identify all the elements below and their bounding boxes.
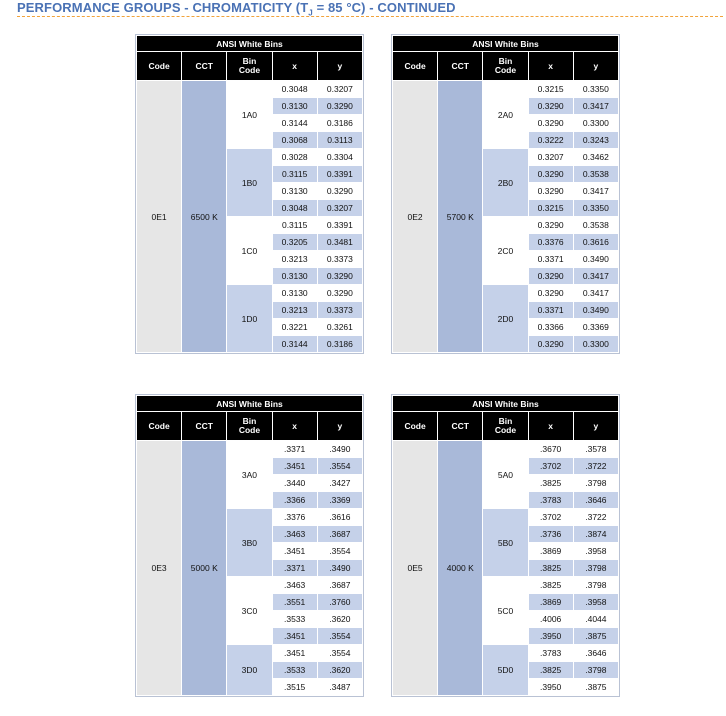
x-value-cell: .3451 (272, 458, 317, 475)
column-header-row (393, 412, 619, 441)
x-value-cell: .3869 (528, 594, 573, 611)
y-value-cell: .3875 (573, 679, 618, 696)
bin-code-cell: 5B0 (483, 509, 528, 577)
y-value-cell: .3620 (317, 611, 362, 628)
x-value-cell: 0.3376 (528, 234, 573, 251)
header-bin-line1: Bin (498, 416, 513, 426)
bin-code-cell: 2D0 (483, 285, 528, 353)
table-caption-row (137, 396, 363, 412)
x-value-cell: 0.3068 (272, 132, 317, 149)
code-cell: 0E5 (393, 441, 438, 696)
x-value-cell: 0.3221 (272, 319, 317, 336)
y-value-cell: .3798 (573, 577, 618, 594)
y-value-cell: 0.3300 (573, 336, 618, 353)
header-cct: CCT (182, 52, 227, 81)
x-value-cell: 0.3205 (272, 234, 317, 251)
x-value-cell: 0.3130 (272, 183, 317, 200)
table-row (137, 81, 363, 98)
x-value-cell: 0.3144 (272, 336, 317, 353)
header-cct: CCT (438, 412, 483, 441)
x-value-cell: .3366 (272, 492, 317, 509)
header-code: Code (137, 412, 182, 441)
header-y: y (317, 412, 362, 441)
code-cell: 0E3 (137, 441, 182, 696)
y-value-cell: .3646 (573, 492, 618, 509)
header-y: y (573, 412, 618, 441)
y-value-cell: .3578 (573, 441, 618, 458)
y-value-cell: 0.3290 (317, 183, 362, 200)
x-value-cell: .3533 (272, 611, 317, 628)
y-value-cell: 0.3490 (573, 251, 618, 268)
bin-code-cell: 5C0 (483, 577, 528, 645)
table-row (393, 81, 619, 98)
x-value-cell: .3440 (272, 475, 317, 492)
x-value-cell: 0.3222 (528, 132, 573, 149)
y-value-cell: 0.3417 (573, 183, 618, 200)
y-value-cell: .3490 (317, 441, 362, 458)
y-value-cell: .3722 (573, 458, 618, 475)
y-value-cell: .3875 (573, 628, 618, 645)
x-value-cell: .3451 (272, 645, 317, 662)
x-value-cell: .3702 (528, 509, 573, 526)
y-value-cell: .3646 (573, 645, 618, 662)
bin-code-cell: 3B0 (227, 509, 272, 577)
bin-code-cell: 1B0 (227, 149, 272, 217)
table-panel-0e3 (135, 394, 364, 697)
bin-code-cell: 2A0 (483, 81, 528, 149)
y-value-cell: 0.3290 (317, 268, 362, 285)
x-value-cell: 0.3290 (528, 183, 573, 200)
y-value-cell: 0.3207 (317, 81, 362, 98)
header-x: x (528, 52, 573, 81)
x-value-cell: .3371 (272, 441, 317, 458)
x-value-cell: 0.3290 (528, 115, 573, 132)
bin-code-cell: 1D0 (227, 285, 272, 353)
x-value-cell: 0.3290 (528, 98, 573, 115)
y-value-cell: 0.3290 (317, 285, 362, 302)
header-x: x (528, 412, 573, 441)
header-cct: CCT (182, 412, 227, 441)
ansi-white-bins-table (136, 395, 363, 696)
x-value-cell: 0.3290 (528, 285, 573, 302)
x-value-cell: .3451 (272, 543, 317, 560)
y-value-cell: 0.3186 (317, 336, 362, 353)
y-value-cell: .3490 (317, 560, 362, 577)
x-value-cell: .3825 (528, 577, 573, 594)
header-cct: CCT (438, 52, 483, 81)
cct-cell: 5000 K (182, 441, 227, 696)
x-value-cell: .3670 (528, 441, 573, 458)
y-value-cell: .3554 (317, 543, 362, 560)
x-value-cell: .3551 (272, 594, 317, 611)
y-value-cell: .3554 (317, 645, 362, 662)
header-bin-line2: Code (238, 425, 261, 435)
ansi-white-bins-table (136, 35, 363, 353)
bin-code-cell: 1C0 (227, 217, 272, 285)
header-bin-line1: Bin (242, 56, 257, 66)
y-value-cell: .3687 (317, 577, 362, 594)
x-value-cell: .3783 (528, 645, 573, 662)
x-value-cell: .3825 (528, 662, 573, 679)
y-value-cell: 0.3391 (317, 166, 362, 183)
header-bin-line2: Code (238, 65, 261, 75)
y-value-cell: .3369 (317, 492, 362, 509)
cct-cell: 4000 K (438, 441, 483, 696)
header-bin-code (227, 52, 272, 81)
x-value-cell: 0.3371 (528, 251, 573, 268)
page-title: PERFORMANCE GROUPS - CHROMATICITY ($T_J = 85$ °C) - CONTINUED (17, 0, 456, 18)
bin-code-cell: 1A0 (227, 81, 272, 149)
x-value-cell: .3950 (528, 679, 573, 696)
bin-code-cell: 5D0 (483, 645, 528, 696)
x-value-cell: .3533 (272, 662, 317, 679)
table-panel-0e1 (135, 34, 364, 354)
x-value-cell: .3451 (272, 628, 317, 645)
y-value-cell: 0.3207 (317, 200, 362, 217)
column-header-row (393, 52, 619, 81)
x-value-cell: 0.3144 (272, 115, 317, 132)
x-value-cell: 0.3130 (272, 98, 317, 115)
table-panel-0e2 (391, 34, 620, 354)
y-value-cell: .3554 (317, 458, 362, 475)
x-value-cell: 0.3130 (272, 268, 317, 285)
x-value-cell: 0.3048 (272, 81, 317, 98)
y-value-cell: .3798 (573, 560, 618, 577)
y-value-cell: 0.3417 (573, 98, 618, 115)
y-value-cell: 0.3373 (317, 251, 362, 268)
y-value-cell: .4044 (573, 611, 618, 628)
bin-code-cell: 2B0 (483, 149, 528, 217)
y-value-cell: 0.3304 (317, 149, 362, 166)
x-value-cell: 0.3290 (528, 166, 573, 183)
x-value-cell: 0.3215 (528, 81, 573, 98)
header-code: Code (137, 52, 182, 81)
y-value-cell: 0.3417 (573, 268, 618, 285)
x-value-cell: .3371 (272, 560, 317, 577)
x-value-cell: 0.3213 (272, 251, 317, 268)
bin-code-cell: 3A0 (227, 441, 272, 509)
table-row (393, 441, 619, 458)
table-caption: ANSI White Bins (137, 396, 363, 412)
y-value-cell: 0.3538 (573, 217, 618, 234)
x-value-cell: 0.3290 (528, 336, 573, 353)
bin-code-cell: 5A0 (483, 441, 528, 509)
bin-code-cell: 3D0 (227, 645, 272, 696)
y-value-cell: 0.3261 (317, 319, 362, 336)
x-value-cell: .3736 (528, 526, 573, 543)
y-value-cell: .3427 (317, 475, 362, 492)
x-value-cell: .3376 (272, 509, 317, 526)
table-caption: ANSI White Bins (137, 36, 363, 52)
x-value-cell: 0.3207 (528, 149, 573, 166)
header-code: Code (393, 52, 438, 81)
column-header-row (137, 412, 363, 441)
header-x: x (272, 52, 317, 81)
x-value-cell: 0.3115 (272, 166, 317, 183)
x-value-cell: .3783 (528, 492, 573, 509)
y-value-cell: 0.3391 (317, 217, 362, 234)
code-cell: 0E1 (137, 81, 182, 353)
x-value-cell: .3515 (272, 679, 317, 696)
x-value-cell: 0.3290 (528, 217, 573, 234)
y-value-cell: 0.3186 (317, 115, 362, 132)
header-x: x (272, 412, 317, 441)
y-value-cell: .3798 (573, 475, 618, 492)
x-value-cell: .3463 (272, 577, 317, 594)
header-bin-code (483, 412, 528, 441)
y-value-cell: 0.3300 (573, 115, 618, 132)
y-value-cell: .3958 (573, 594, 618, 611)
table-caption-row (393, 396, 619, 412)
cct-cell: 6500 K (182, 81, 227, 353)
table-caption: ANSI White Bins (393, 36, 619, 52)
x-value-cell: .3825 (528, 560, 573, 577)
column-header-row (137, 52, 363, 81)
x-value-cell: 0.3048 (272, 200, 317, 217)
x-value-cell: .4006 (528, 611, 573, 628)
code-cell: 0E2 (393, 81, 438, 353)
x-value-cell: 0.3028 (272, 149, 317, 166)
y-value-cell: 0.3417 (573, 285, 618, 302)
y-value-cell: 0.3350 (573, 200, 618, 217)
header-bin-code (227, 412, 272, 441)
y-value-cell: 0.3243 (573, 132, 618, 149)
y-value-cell: .3798 (573, 662, 618, 679)
y-value-cell: 0.3481 (317, 234, 362, 251)
table-caption-row (137, 36, 363, 52)
y-value-cell: 0.3369 (573, 319, 618, 336)
x-value-cell: 0.3290 (528, 268, 573, 285)
x-value-cell: 0.3215 (528, 200, 573, 217)
y-value-cell: .3554 (317, 628, 362, 645)
y-value-cell: .3620 (317, 662, 362, 679)
header-bin-line2: Code (494, 65, 517, 75)
y-value-cell: .3616 (317, 509, 362, 526)
x-value-cell: 0.3115 (272, 217, 317, 234)
y-value-cell: 0.3616 (573, 234, 618, 251)
ansi-white-bins-table (392, 35, 619, 353)
x-value-cell: .3950 (528, 628, 573, 645)
y-value-cell: 0.3373 (317, 302, 362, 319)
bin-code-cell: 3C0 (227, 577, 272, 645)
header-bin-line1: Bin (498, 56, 513, 66)
header-code: Code (393, 412, 438, 441)
y-value-cell: 0.3350 (573, 81, 618, 98)
header-y: y (317, 52, 362, 81)
x-value-cell: .3702 (528, 458, 573, 475)
table-panel-0e5 (391, 394, 620, 697)
y-value-cell: 0.3290 (317, 98, 362, 115)
table-caption-row (393, 36, 619, 52)
y-value-cell: .3958 (573, 543, 618, 560)
cct-cell: 5700 K (438, 81, 483, 353)
y-value-cell: 0.3538 (573, 166, 618, 183)
y-value-cell: 0.3113 (317, 132, 362, 149)
y-value-cell: 0.3462 (573, 149, 618, 166)
ansi-white-bins-table (392, 395, 619, 696)
title-divider (17, 16, 723, 17)
y-value-cell: .3487 (317, 679, 362, 696)
header-bin-line2: Code (494, 425, 517, 435)
bin-code-cell: 2C0 (483, 217, 528, 285)
x-value-cell: 0.3371 (528, 302, 573, 319)
y-value-cell: 0.3490 (573, 302, 618, 319)
x-value-cell: .3825 (528, 475, 573, 492)
x-value-cell: 0.3130 (272, 285, 317, 302)
table-row (137, 441, 363, 458)
x-value-cell: 0.3213 (272, 302, 317, 319)
y-value-cell: .3722 (573, 509, 618, 526)
x-value-cell: .3869 (528, 543, 573, 560)
header-y: y (573, 52, 618, 81)
y-value-cell: .3874 (573, 526, 618, 543)
header-bin-code (483, 52, 528, 81)
table-caption: ANSI White Bins (393, 396, 619, 412)
header-bin-line1: Bin (242, 416, 257, 426)
x-value-cell: 0.3366 (528, 319, 573, 336)
y-value-cell: .3760 (317, 594, 362, 611)
x-value-cell: .3463 (272, 526, 317, 543)
y-value-cell: .3687 (317, 526, 362, 543)
